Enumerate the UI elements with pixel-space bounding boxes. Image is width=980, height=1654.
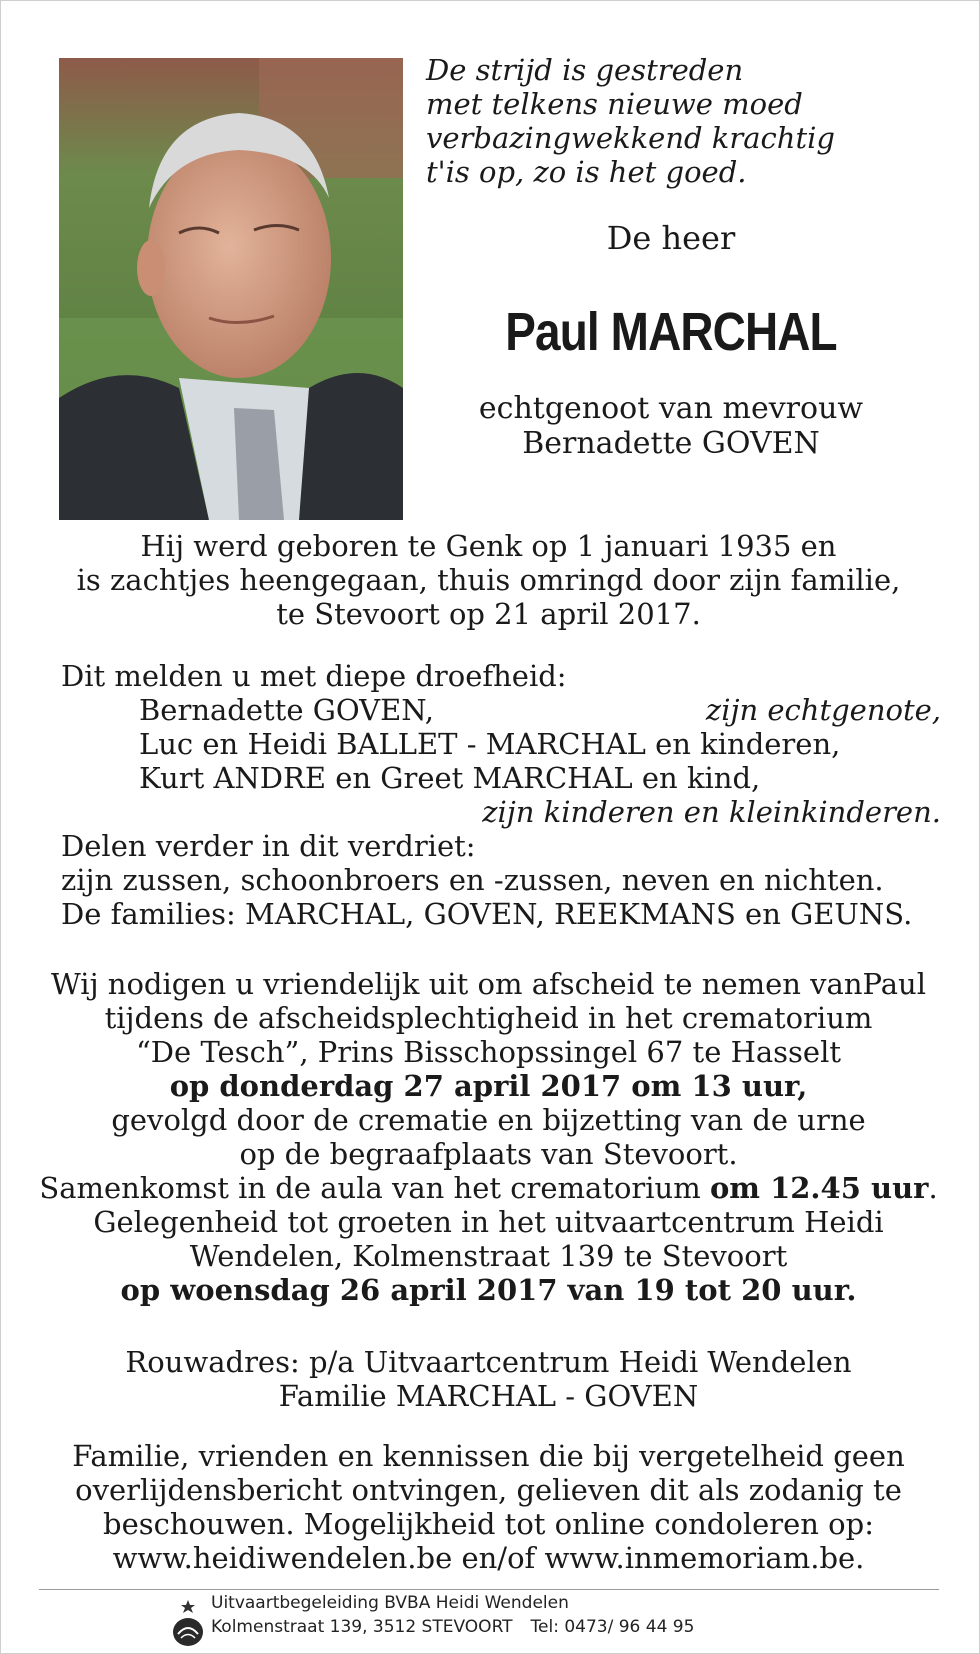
address-line: Rouwadres: p/a Uitvaartcentrum Heidi Wendelen bbox=[125, 1345, 852, 1379]
share-line: De families: MARCHAL, GOVEN, REEKMANS en GEUNS. bbox=[61, 897, 913, 931]
announce-intro: Dit melden u met diepe droefheid: bbox=[61, 659, 567, 693]
family-member-role: zijn kinderen en kleinkinderen. bbox=[482, 795, 941, 829]
footer-contact bbox=[211, 1615, 694, 1639]
invitation-line: Wij nodigen u vriendelijk uit om afscheid te nemen vanPaul bbox=[51, 967, 926, 1001]
footer-company: Uitvaartbegeleiding BVBA Heidi Wendelen bbox=[211, 1593, 569, 1613]
ceremony-date-text: op donderdag 27 april 2017 om 13 uur, bbox=[169, 1069, 808, 1103]
gathering-time: om 12.45 uur bbox=[709, 1171, 929, 1205]
deceased-name: Paul MARCHAL bbox=[505, 302, 837, 362]
poem bbox=[426, 53, 906, 189]
gathering-line bbox=[31, 1171, 946, 1205]
notice-block bbox=[31, 1439, 946, 1575]
notice-line: Familie, vrienden en kennissen die bij vergetelheid geen bbox=[72, 1439, 905, 1473]
notice-line: beschouwen. Mogelijkheid tot online condoleren op: bbox=[103, 1507, 874, 1541]
footer-address: Kolmenstraat 139, 3512 STEVOORT bbox=[211, 1617, 513, 1637]
share-intro: Delen verder in dit verdriet: bbox=[61, 829, 476, 863]
salutation: De heer bbox=[606, 219, 736, 257]
birth-death-block bbox=[31, 529, 946, 631]
family-member-row bbox=[61, 693, 941, 727]
invitation-line: Wendelen, Kolmenstraat 139 te Stevoort bbox=[189, 1239, 788, 1273]
portrait-photo bbox=[59, 58, 403, 520]
footer bbox=[211, 1591, 694, 1639]
poem-line: t'is op, zo is het goed. bbox=[426, 155, 747, 189]
family-member-name: Kurt ANDRE en Greet MARCHAL en kind, bbox=[139, 761, 761, 795]
poem-line: verbazingwekkend krachtig bbox=[426, 121, 835, 155]
announcement-block bbox=[61, 659, 941, 931]
family-member-row bbox=[61, 761, 941, 795]
invitation-line: tijdens de afscheidsplechtigheid in het crematorium bbox=[104, 1001, 873, 1035]
poem-line: met telkens nieuwe moed bbox=[426, 87, 803, 121]
funeral-home-logo-icon bbox=[171, 1598, 205, 1648]
birth-death-line: te Stevoort op 21 april 2017. bbox=[276, 597, 701, 631]
footer-phone: Tel: 0473/ 96 44 95 bbox=[530, 1617, 695, 1637]
gathering-end: . bbox=[928, 1171, 938, 1205]
family-member-row bbox=[61, 795, 941, 829]
spouse-line-2: Bernadette GOVEN bbox=[522, 426, 820, 461]
spouse-line-1: echtgenoot van mevrouw bbox=[478, 391, 864, 426]
notice-line: www.heidiwendelen.be en/of www.inmemoriam.be. bbox=[112, 1541, 865, 1575]
footer-divider bbox=[39, 1589, 939, 1590]
family-member-name: Luc en Heidi BALLET - MARCHAL en kinderen, bbox=[139, 727, 841, 761]
invitation-line: Gelegenheid tot groeten in het uitvaartcentrum Heidi bbox=[93, 1205, 884, 1239]
invitation-block bbox=[31, 967, 946, 1307]
ceremony-date bbox=[31, 1069, 946, 1103]
visitation-date bbox=[31, 1273, 946, 1307]
notice-line: overlijdensbericht ontvingen, gelieven dit als zodanig te bbox=[75, 1473, 902, 1507]
share-line: zijn zussen, schoonbroers en -zussen, neven en nichten. bbox=[61, 863, 884, 897]
family-member-row bbox=[61, 727, 941, 761]
family-member-role: zijn echtgenote, bbox=[705, 693, 941, 727]
invitation-line: “De Tesch”, Prins Bisschopssingel 67 te Hasselt bbox=[135, 1035, 842, 1069]
birth-death-line: Hij werd geboren te Genk op 1 januari 1935 en bbox=[140, 529, 837, 563]
invitation-line: gevolgd door de crematie en bijzetting van de urne bbox=[111, 1103, 866, 1137]
poem-line: De strijd is gestreden bbox=[426, 53, 744, 87]
family-member-name: Bernadette GOVEN, bbox=[139, 693, 434, 727]
address-block bbox=[31, 1345, 946, 1413]
address-line: Familie MARCHAL - GOVEN bbox=[278, 1379, 699, 1413]
birth-death-line: is zachtjes heengegaan, thuis omringd door zijn familie, bbox=[76, 563, 901, 597]
gathering-text: Samenkomst in de aula van het crematorium bbox=[39, 1171, 710, 1205]
invitation-line: op de begraafplaats van Stevoort. bbox=[239, 1137, 738, 1171]
visitation-date-text: op woensdag 26 april 2017 van 19 tot 20 uur. bbox=[120, 1273, 857, 1307]
